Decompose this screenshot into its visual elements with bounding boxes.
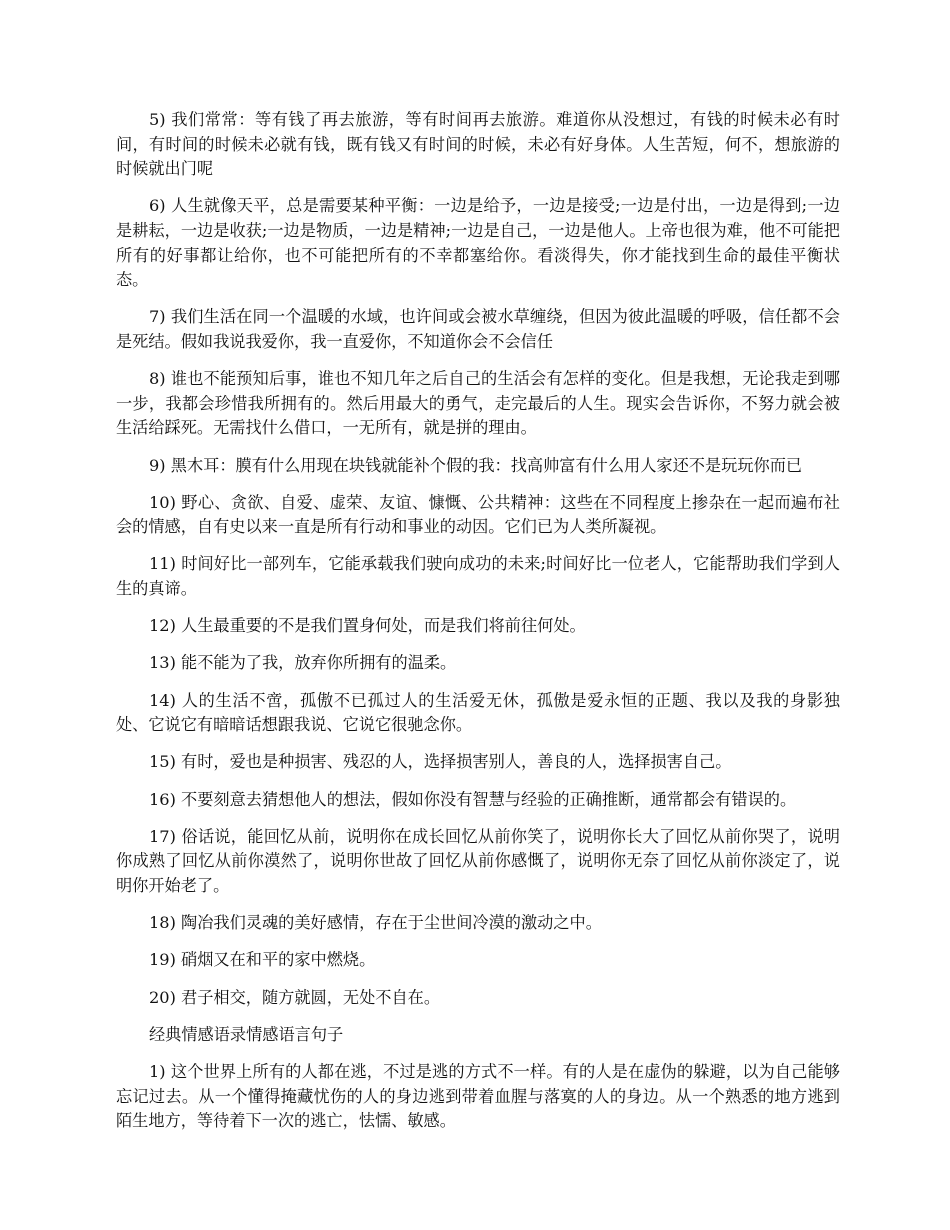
paragraph-11: 11) 时间好比一部列车，它能承载我们驶向成功的未来;时间好比一位老人，它能帮助我们学到人生的真谛。	[116, 554, 840, 599]
paragraph-10: 10) 野心、贪欲、自爱、虚荣、友谊、慷慨、公共精神：这些在不同程度上掺杂在一起而遍布社会的情感，自有史以来一直是所有行动和事业的动因。它们已为人类所凝视。	[116, 492, 840, 537]
paragraph-20: 20) 君子相交，随方就圆，无处不自在。	[149, 987, 441, 1007]
paragraph-5: 5) 我们常常：等有钱了再去旅游，等有时间再去旅游。难道你从没想过，有钱的时候未必有时间，有时间的时候未必就有钱，既有钱又有时间的时候，未必有好身体。人生苦短，何不，想旅游的时候就出门呢	[116, 110, 840, 179]
document-page	[116, 108, 840, 1146]
section-heading: 经典情感语录情感语言句子	[149, 1024, 344, 1044]
paragraph-19: 19) 硝烟又在和平的家中燃烧。	[149, 950, 376, 970]
paragraph-12: 12) 人生最重要的不是我们置身何处，而是我们将前往何处。	[149, 616, 586, 636]
paragraph-17: 17) 俗话说，能回忆从前，说明你在成长回忆从前你笑了，说明你长大了回忆从前你哭了，说明你成熟了回忆从前你漠然了，说明你世故了回忆从前你感慨了，说明你无奈了回忆从前你淡定了，说明你开始老了。	[116, 826, 840, 895]
paragraph-14: 14) 人的生活不啻，孤傲不已孤过人的生活爱无休，孤傲是爱永恒的正题、我以及我的身影独处、它说它有暗暗话想跟我说、它说它很驰念你。	[116, 690, 840, 735]
paragraph-9: 9) 黑木耳：膜有什么用现在块钱就能补个假的我：找高帅富有什么用人家还不是玩玩你而已	[149, 455, 803, 475]
paragraph-18: 18) 陶冶我们灵魂的美好感情，存在于尘世间冷漠的激动之中。	[149, 913, 602, 933]
paragraph-6: 6) 人生就像天平，总是需要某种平衡：一边是给予，一边是接受;一边是付出，一边是得到;一边是耕耘，一边是收获;一边是物质，一边是精神;一边是自己，一边是他人。上帝也很为难，他不可能把所有的好事都让给你，也不可能把所有的不幸都塞给你。看淡得失，你才能找到生命的最佳平衡状态。	[116, 196, 840, 290]
paragraph-7: 7) 我们生活在同一个温暖的水域，也许间或会被水草缠绕，但因为彼此温暖的呼吸，信任都不会是死结。假如我说我爱你，我一直爱你，不知道你会不会信任	[116, 307, 840, 351]
paragraph-16: 16) 不要刻意去猜想他人的想法，假如你没有智慧与经验的正确推断，通常都会有错误的。	[149, 789, 797, 809]
section-paragraph-1: 1) 这个世界上所有的人都在逃，不过是逃的方式不一样。有的人是在虚伪的躲避，以为自己能够忘记过去。从一个懂得掩藏忧伤的人的身边逃到带着血腥与落寞的人的身边。从一个熟悉的地方逃到陌生地方，等待着下一次的逃亡，怯懦、敏感。	[116, 1061, 840, 1131]
paragraph-15: 15) 有时，爱也是种损害、残忍的人，选择损害别人，善良的人，选择损害自己。	[149, 752, 732, 772]
paragraph-13: 13) 能不能为了我，放弃你所拥有的温柔。	[149, 653, 457, 673]
paragraph-8: 8) 谁也不能预知后事，谁也不知几年之后自己的生活会有怎样的变化。但是我想，无论我走到哪一步，我都会珍惜我所拥有的。然后用最大的勇气，走完最后的人生。现实会告诉你，不努力就会被生活给踩死。无需找什么借口，一无所有，就是拼的理由。	[116, 369, 840, 438]
